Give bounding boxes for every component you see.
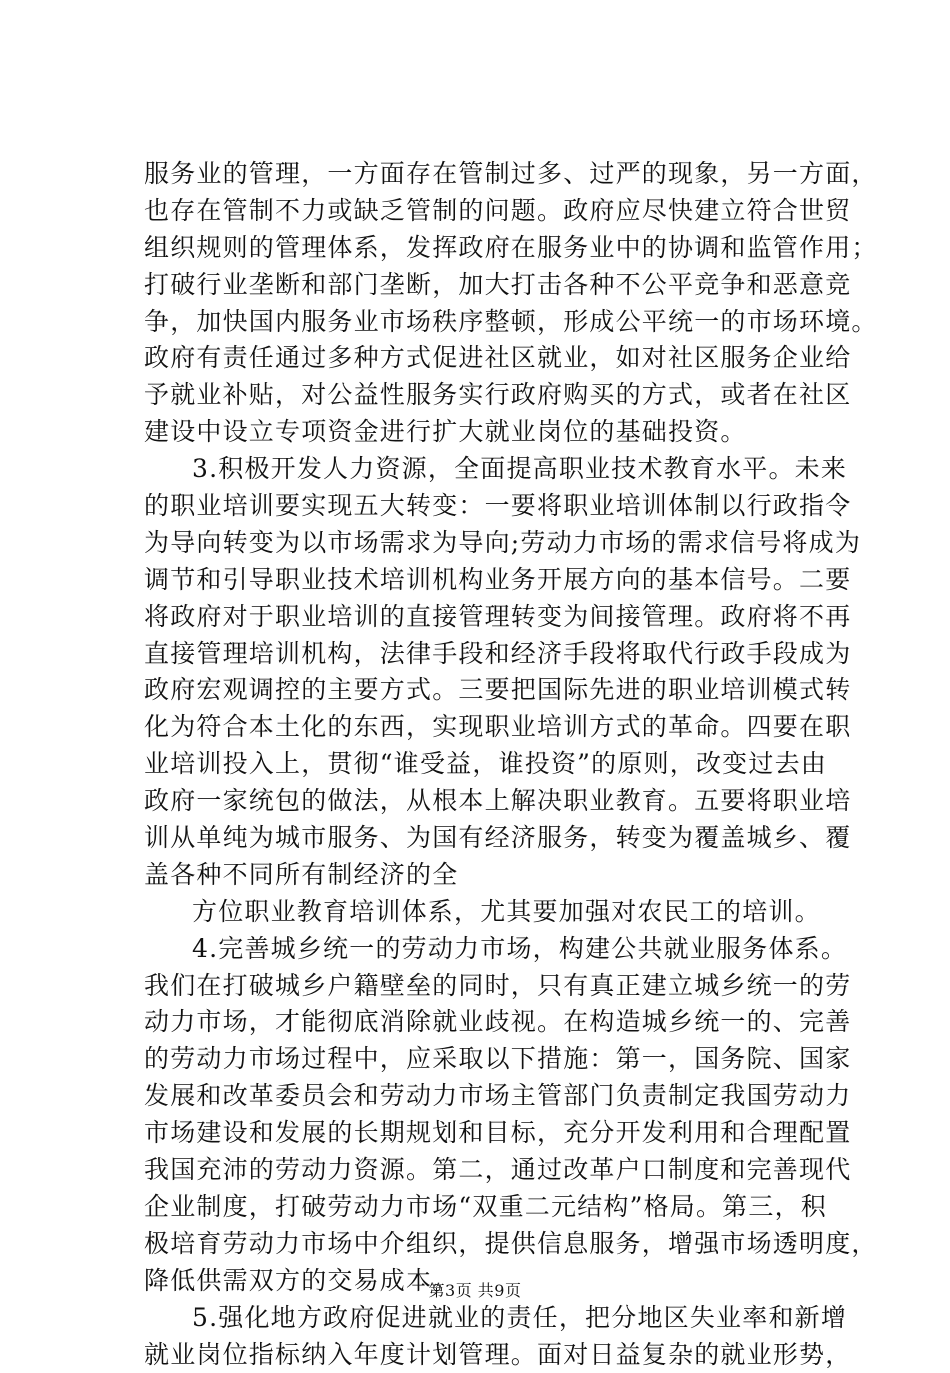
text-line: 服务业的管理，一方面存在管制过多、过严的现象，另一方面， xyxy=(144,156,844,193)
text-line: 的劳动力市场过程中，应采取以下措施：第一，国务院、国家 xyxy=(144,1041,844,1078)
text-line: 5.强化地方政府促进就业的责任，把分地区失业率和新增 xyxy=(144,1300,844,1337)
text-line: 政府一家统包的做法，从根本上解决职业教育。五要将职业培 xyxy=(144,783,844,820)
text-line: 为导向转变为以市场需求为导向;劳动力市场的需求信号将成为 xyxy=(144,525,844,562)
text-line: 市场建设和发展的长期规划和目标，充分开发利用和合理配置 xyxy=(144,1115,844,1152)
text-line: 我国充沛的劳动力资源。第二，通过改革户口制度和完善现代 xyxy=(144,1152,844,1189)
text-line: 也存在管制不力或缺乏管制的问题。政府应尽快建立符合世贸 xyxy=(144,193,844,230)
page-footer: 第3页 共9页 xyxy=(0,1278,950,1301)
body-text xyxy=(144,156,844,1373)
text-line: 予就业补贴，对公益性服务实行政府购买的方式，或者在社区 xyxy=(144,377,844,414)
text-line: 调节和引导职业技术培训机构业务开展方向的基本信号。二要 xyxy=(144,562,844,599)
text-line: 化为符合本土化的东西，实现职业培训方式的革命。四要在职 xyxy=(144,709,844,746)
text-line: 政府宏观调控的主要方式。三要把国际先进的职业培训模式转 xyxy=(144,672,844,709)
text-line: 降低供需双方的交易成本。 xyxy=(144,1263,844,1300)
text-line: 动力市场，才能彻底消除就业歧视。在构造城乡统一的、完善 xyxy=(144,1004,844,1041)
text-line: 建设中设立专项资金进行扩大就业岗位的基础投资。 xyxy=(144,414,844,451)
text-line: 发展和改革委员会和劳动力市场主管部门负责制定我国劳动力 xyxy=(144,1078,844,1115)
text-line: 业培训投入上，贯彻“谁受益，谁投资”的原则，改变过去由 xyxy=(144,746,844,783)
text-line: 打破行业垄断和部门垄断，加大打击各种不公平竞争和恶意竞 xyxy=(144,267,844,304)
text-line: 3.积极开发人力资源，全面提高职业技术教育水平。未来 xyxy=(144,451,844,488)
text-line: 训从单纯为城市服务、为国有经济服务，转变为覆盖城乡、覆 xyxy=(144,820,844,857)
text-line: 就业岗位指标纳入年度计划管理。面对日益复杂的就业形势， xyxy=(144,1337,844,1373)
text-line: 极培育劳动力市场中介组织，提供信息服务，增强市场透明度， xyxy=(144,1226,844,1263)
text-line: 4.完善城乡统一的劳动力市场，构建公共就业服务体系。 xyxy=(144,931,844,968)
text-line: 组织规则的管理体系，发挥政府在服务业中的协调和监管作用； xyxy=(144,230,844,267)
text-line: 的职业培训要实现五大转变：一要将职业培训体制以行政指令 xyxy=(144,488,844,525)
text-line: 争，加快国内服务业市场秩序整顿，形成公平统一的市场环境。 xyxy=(144,304,844,341)
text-line: 盖各种不同所有制经济的全 xyxy=(144,857,844,894)
text-line: 企业制度，打破劳动力市场“双重二元结构”格局。第三，积 xyxy=(144,1189,844,1226)
text-line: 将政府对于职业培训的直接管理转变为间接管理。政府将不再 xyxy=(144,599,844,636)
text-line: 政府有责任通过多种方式促进社区就业，如对社区服务企业给 xyxy=(144,340,844,377)
text-line: 方位职业教育培训体系，尤其要加强对农民工的培训。 xyxy=(144,894,844,931)
text-line: 直接管理培训机构，法律手段和经济手段将取代行政手段成为 xyxy=(144,636,844,673)
text-line: 我们在打破城乡户籍壁垒的同时，只有真正建立城乡统一的劳 xyxy=(144,968,844,1005)
